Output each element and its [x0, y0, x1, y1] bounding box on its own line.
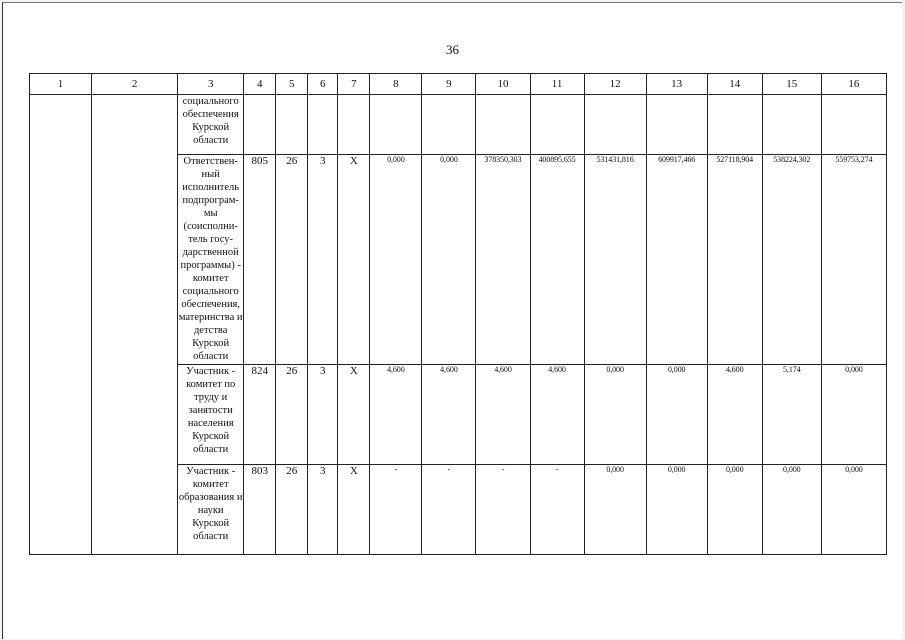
table-cell	[762, 95, 821, 155]
table-cell: 400895,655	[530, 154, 584, 365]
table-cell: 0,000	[821, 465, 886, 555]
table-cell	[370, 95, 422, 155]
table-cell: 0,000	[707, 465, 762, 555]
col-header: 16	[821, 74, 886, 95]
table-cell: 3	[308, 154, 338, 365]
table-cell: 0,000	[646, 365, 707, 465]
col-header: 10	[476, 74, 530, 95]
row-label: Ответствен-ный исполнитель подпрограм-мы (соисполни-тель госу-дарственной программы) - комитет социального обеспечения, материнства и детства Курской области	[178, 154, 244, 365]
table-cell: -	[422, 465, 476, 555]
col-header: 3	[178, 74, 244, 95]
table-cell	[30, 95, 92, 555]
table-row	[30, 95, 887, 155]
table-cell: Х	[338, 154, 370, 365]
table-cell: 0,000	[584, 465, 646, 555]
col-header: 13	[646, 74, 707, 95]
table-cell	[92, 95, 178, 555]
table-cell	[276, 95, 308, 155]
table-cell: 0,000	[370, 154, 422, 365]
table-cell: 531431,816	[584, 154, 646, 365]
table-cell: 805	[244, 154, 276, 365]
table-cell: 378350,303	[476, 154, 530, 365]
table-cell: 0,000	[821, 365, 886, 465]
table-cell	[707, 95, 762, 155]
table-cell: 3	[308, 365, 338, 465]
col-header: 2	[92, 74, 178, 95]
table-cell: 4,600	[370, 365, 422, 465]
table-cell: -	[530, 465, 584, 555]
table-cell	[338, 95, 370, 155]
row-label: Участник - комитет образования и науки Курской области	[178, 465, 244, 555]
table-cell: Х	[338, 365, 370, 465]
table-cell	[821, 95, 886, 155]
table-cell: 538224,302	[762, 154, 821, 365]
col-header: 11	[530, 74, 584, 95]
table-cell: 559753,274	[821, 154, 886, 365]
page-number: 36	[446, 42, 459, 57]
table-cell: 3	[308, 465, 338, 555]
table-cell: 0,000	[762, 465, 821, 555]
col-header: 14	[707, 74, 762, 95]
table-cell	[646, 95, 707, 155]
col-header: 1	[30, 74, 92, 95]
table-cell: 803	[244, 465, 276, 555]
col-header: 9	[422, 74, 476, 95]
col-header: 15	[762, 74, 821, 95]
table-cell	[308, 95, 338, 155]
table-cell: 4,600	[530, 365, 584, 465]
table-cell: -	[370, 465, 422, 555]
col-header: 7	[338, 74, 370, 95]
table-cell	[422, 95, 476, 155]
header-row	[30, 74, 887, 95]
row-label: социального обеспечения Курской области	[178, 95, 244, 155]
table-cell: 0,000	[422, 154, 476, 365]
table-cell: 0,000	[646, 465, 707, 555]
table-cell: 4,600	[422, 365, 476, 465]
table-cell: 824	[244, 365, 276, 465]
row-label: Участник - комитет по труду и занятости населения Курской области	[178, 365, 244, 465]
col-header: 4	[244, 74, 276, 95]
table-cell: 609917,466	[646, 154, 707, 365]
table-cell	[476, 95, 530, 155]
table-cell: -	[476, 465, 530, 555]
table-cell: 4,600	[707, 365, 762, 465]
table-cell	[530, 95, 584, 155]
table-cell	[584, 95, 646, 155]
budget-table	[29, 73, 887, 555]
table-cell	[244, 95, 276, 155]
col-header: 12	[584, 74, 646, 95]
table-cell: Х	[338, 465, 370, 555]
table-cell: 0,000	[584, 365, 646, 465]
table-cell: 26	[276, 365, 308, 465]
col-header: 8	[370, 74, 422, 95]
col-header: 5	[276, 74, 308, 95]
table-cell: 5,174	[762, 365, 821, 465]
table-cell: 26	[276, 465, 308, 555]
col-header: 6	[308, 74, 338, 95]
table-cell: 4,600	[476, 365, 530, 465]
table-cell: 26	[276, 154, 308, 365]
table-cell: 527118,904	[707, 154, 762, 365]
